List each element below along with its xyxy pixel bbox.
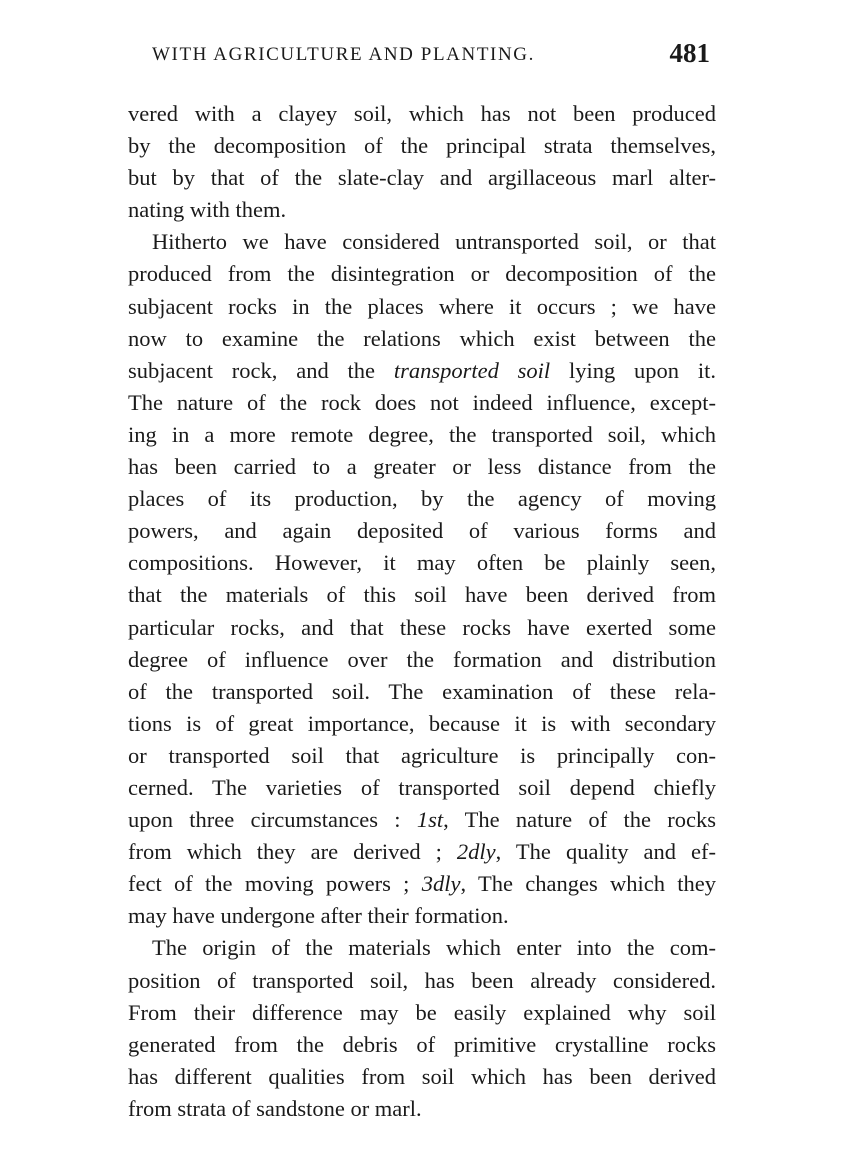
text-line: cerned. The varieties of transported soil depend chiefly: [128, 774, 716, 800]
text-line: that the materials of this soil have been derived from: [128, 582, 716, 608]
text-line: compositions. However, it may often be plainly seen,: [128, 550, 716, 576]
text-line: The origin of the materials which enter into the com-: [152, 935, 716, 961]
text-line: has been carried to a greater or less distance from the: [128, 454, 716, 480]
text-line: upon three circumstances : 1st, The nature of the rocks: [128, 807, 716, 833]
text-line: fect of the moving powers ; 3dly, The changes which they: [128, 871, 717, 897]
text-line: vered with a clayey soil, which has not been produced: [128, 101, 716, 126]
text-line: from strata of sandstone or marl.: [128, 1095, 422, 1121]
paragraph: [128, 98, 716, 226]
italic-text: 1st: [416, 807, 444, 833]
text-line: degree of influence over the formation and distribution: [128, 646, 716, 672]
page-number: 481: [669, 38, 710, 68]
text-line: produced from the disintegration or decomposition of the: [128, 261, 716, 287]
text-line: position of transported soil, has been already considered.: [128, 967, 716, 993]
text-line: may have undergone after their formation.: [128, 903, 509, 929]
text-line: subjacent rock, and the transported soil lying upon it.: [128, 357, 716, 383]
text-line: has different qualities from soil which has been derived: [128, 1063, 716, 1089]
text-line: tions is of great importance, because it is with secondary: [128, 710, 716, 736]
italic-text: 2dly: [456, 839, 496, 865]
text-line: but by that of the slate-clay and argillaceous marl alter-: [128, 165, 716, 191]
text-line: places of its production, by the agency of moving: [128, 486, 716, 512]
paragraph: [128, 932, 716, 1125]
text-line: nating with them.: [128, 197, 287, 223]
body-text: [128, 98, 716, 1125]
text-line: of the transported soil. The examination of these rela-: [128, 678, 716, 704]
paragraph: [128, 226, 716, 932]
text-line: powers, and again deposited of various forms and: [128, 518, 716, 544]
text-line: by the decomposition of the principal strata themselves,: [128, 133, 716, 159]
text-line: particular rocks, and that these rocks have exerted some: [128, 614, 716, 640]
text-line: subjacent rocks in the places where it occurs ; we have: [128, 293, 716, 319]
text-line: or transported soil that agriculture is principally con-: [128, 742, 716, 768]
text-line: generated from the debris of primitive crystalline rocks: [128, 1031, 716, 1057]
text-line: from which they are derived ; 2dly, The quality and ef-: [128, 839, 716, 865]
text-line: ing in a more remote degree, the transported soil, which: [128, 421, 716, 447]
italic-text: transported soil: [393, 357, 551, 383]
text-line: Hitherto we have considered untransported soil, or that: [152, 229, 716, 255]
text-line: now to examine the relations which exist between the: [128, 325, 716, 351]
running-head: WITH AGRICULTURE AND PLANTING.: [152, 44, 535, 65]
page-header: [138, 38, 710, 74]
italic-text: 3dly: [421, 871, 461, 897]
text-line: The nature of the rock does not indeed influence, except-: [128, 389, 716, 415]
text-line: From their difference may be easily explained why soil: [128, 999, 716, 1025]
